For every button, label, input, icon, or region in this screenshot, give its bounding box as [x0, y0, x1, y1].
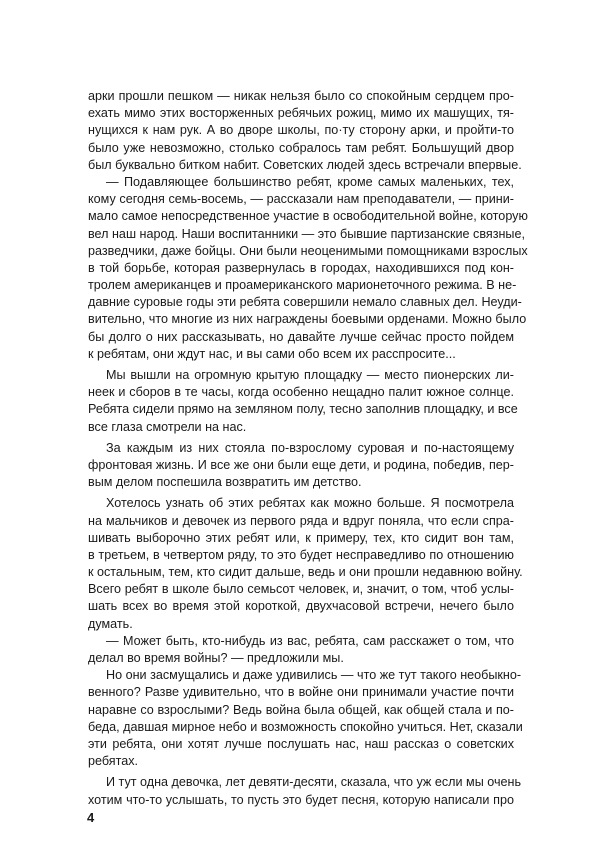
text-line: Хотелось узнать об этих ребятах как можно больше. Я посмотрела: [106, 496, 514, 511]
paragraph: [88, 174, 528, 363]
paragraph: [88, 495, 523, 633]
text-line: наравне со взрослыми? Ведь война была общей, как общей стала и по-: [88, 702, 514, 717]
text-line: было уже невозможно, столько собралось там ребят. Большущий двор: [88, 140, 514, 155]
text-line: давние суровые годы эти ребята совершили немало славных дел. Неуди-: [88, 295, 522, 310]
paragraph: [88, 774, 522, 808]
paragraph: [88, 633, 514, 667]
page-number: 4: [87, 810, 95, 825]
text-line: Но они засмущались и даже удивились — что же тут такого необыкно-: [106, 668, 522, 683]
text-line: И тут одна девочка, лет девяти-десяти, сказала, что уж если мы очень: [106, 775, 522, 790]
text-line: арки прошли пешком — никак нельзя было со спокойным сердцем про-: [88, 89, 514, 103]
text-line: был буквально битком набит. Советских людей здесь встречали впервые.: [88, 157, 522, 172]
text-line: нущихся к нам рук. А во дворе школы, по·ту сторону арки, и пройти-то: [88, 123, 514, 138]
text-line: разведчики, даже бойцы. Они были неоценимыми помощниками взрослых: [88, 243, 528, 258]
paragraph: [88, 88, 522, 174]
text-line: беда, давшая мирное небо и возможность спокойно учиться. Нет, сказали: [88, 719, 523, 734]
text-line: мало самое непосредственное участие в освободительной войне, которую: [88, 209, 528, 224]
text-line: ребятах.: [88, 754, 139, 769]
text-line: тролем американцев и проамериканского марионеточного режима. В не-: [88, 278, 517, 293]
paragraph: [88, 440, 514, 492]
text-line: — Подавляющее большинство ребят, кроме самых маленьких, тех,: [106, 174, 514, 189]
text-line: шать всех во время этой короткой, двухчасовой встречи, нечего было: [88, 599, 514, 614]
text-line: на мальчиков и девочек из первого ряда и вдруг поняла, что если спра-: [88, 513, 514, 528]
page-body: [88, 88, 528, 809]
text-line: бы долго о них рассказывать, но давайте лучше сейчас просто пойдем: [88, 329, 514, 344]
text-line: к ребятам, они ждут нас, и вы сами обо всем их расспросите...: [88, 346, 456, 361]
text-line: ехать мимо этих восторженных ребячьих рожиц, мимо их машущих, тя-: [88, 106, 514, 121]
text-line: вел наш народ. Наши воспитанники — это бывшие партизанские связные,: [88, 226, 525, 241]
text-line: фронтовая жизнь. И все же они были еще дети, и родина, победив, пер-: [88, 457, 514, 472]
text-line: Мы вышли на огромную крытую площадку — место пионерских ли-: [106, 368, 514, 382]
text-line: к остальным, тем, кто сидит дальше, ведь и они прошли недавнюю войну.: [88, 565, 523, 580]
text-line: в той борьбе, которая развернулась в городах, находившихся под кон-: [88, 260, 514, 275]
text-line: Ребята сидели прямо на земляном полу, тесно заполнив площадку, и все: [88, 402, 518, 417]
paragraph: [88, 367, 518, 436]
text-line: думать.: [88, 616, 133, 631]
text-line: неек и сборов в те часы, когда особенно нещадно палит южное солнце.: [88, 385, 514, 400]
text-line: вым делом поспешила возвратить им детство.: [88, 475, 362, 490]
text-line: в третьем, в четвертом ряду, то это будет несправедливо по отношению: [88, 547, 514, 562]
text-line: шивать выборочно этих ребят или, к примеру, тех, кто сидит вон там,: [88, 530, 514, 545]
text-line: венного? Разве удивительно, что в войне они принимали участие почти: [88, 685, 514, 700]
text-line: все глаза смотрели на нас.: [88, 419, 247, 434]
text-line: кому сегодня семь-восемь, — рассказали нам преподаватели, — прини-: [88, 192, 514, 207]
text-line: делал во время войны? — предложили мы.: [88, 651, 344, 665]
text-line: Всего ребят в школе было семьсот человек, и, значит, о том, чтоб услы-: [88, 582, 514, 597]
paragraph: [88, 667, 523, 770]
text-line: За каждым из них стояла по-взрослому суровая и по-настоящему: [106, 440, 514, 455]
text-line: хотим что-то услышать, то пусть это будет песня, которую написали про: [88, 792, 514, 807]
text-line: — Может быть, кто-нибудь из вас, ребята, сам расскажет о том, что: [106, 633, 514, 648]
text-line: вительно, что многие из них награждены боевыми орденами. Можно было: [88, 312, 527, 327]
text-line: эти ребята, они хотят лучше послушать нас, наш рассказ о советских: [88, 736, 514, 751]
